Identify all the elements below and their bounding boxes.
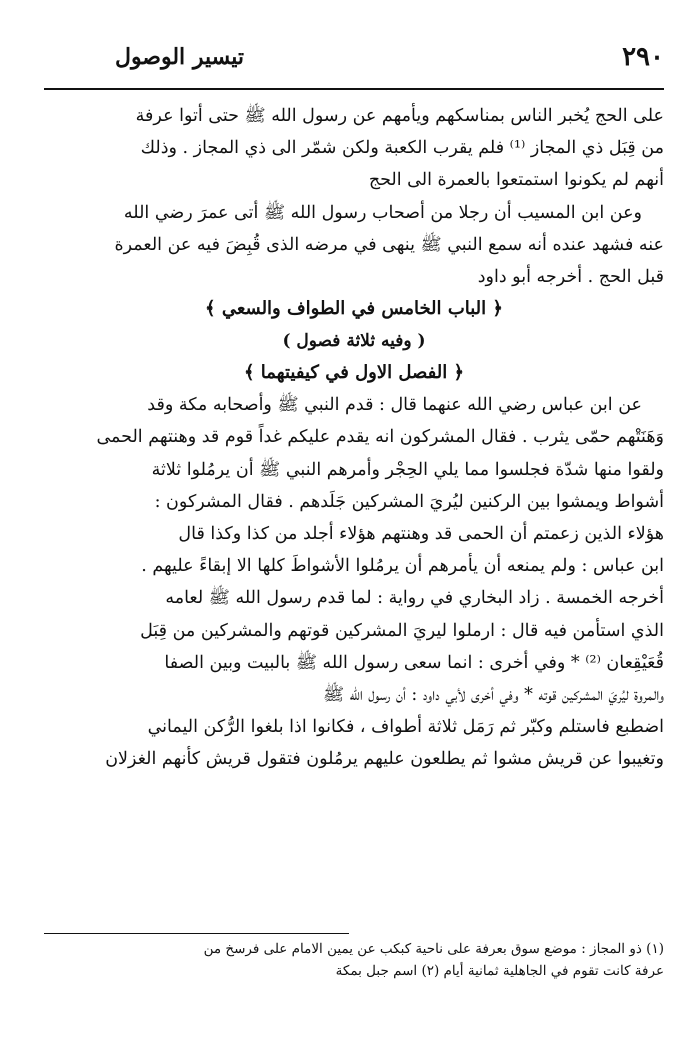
footnotes: [44, 938, 664, 982]
text-line: ولقوا منها شدّة فجلسوا مما يلي الحِجْر وأمرهم النبي ﷺ أن يرمُلوا ثلاثة: [151, 459, 664, 480]
text-line: أشواط ويمشوا بين الركنين ليُريَ المشركين جَلَدهم . فقال المشركون :: [154, 491, 664, 512]
text-line: أخرجه الخمسة . زاد البخاري في رواية : لما قدم رسول الله ﷺ لعامه: [165, 588, 664, 609]
footnote-line: (١) ذو المجاز : موضع سوق بعرفة على ناحية كبكب عن يمين الامام على فرسخ من: [203, 941, 664, 957]
paragraph: [44, 100, 664, 197]
chapter-heading: ﴿ الباب الخامس في الطواف والسعي ﴾: [205, 298, 503, 320]
page-body: [44, 100, 664, 776]
text-line: وَهَنَتْهم حمّى يثرب . فقال المشركون انه يقدم عليكم غداً قوم قد وهنتهم الحمى: [96, 427, 664, 448]
text-line: هؤلاء الذين زعمتم أن الحمى قد وهنتهم هؤلاء أجلد من كذا وكذا قال: [178, 524, 664, 545]
main-paragraph: [44, 389, 664, 775]
text-line: عنه فشهد عنده أنه سمع النبي ﷺ ينهى في مرضه الذى قُبِضَ فيه عن العمرة: [114, 234, 664, 255]
text-line: على الحج يُخبر الناس بمناسكهم ويأمهم عن رسول الله ﷺ حتى أتوا عرفة: [135, 106, 664, 126]
running-title: تيسير الوصول: [114, 44, 244, 70]
footnote-divider: [44, 933, 349, 934]
chapter-subheading: ( وفيه ثلاثة فصول ): [282, 331, 426, 352]
text-line: وعن ابن المسيب أن رجلا من أصحاب رسول الله ﷺ أتى عمرَ رضي الله: [123, 202, 642, 223]
page-header: [44, 30, 664, 90]
page-number: ٢٩٠: [622, 42, 664, 72]
text-line: قبل الحج . أخرجه أبو داود: [477, 267, 664, 288]
text-line: عن ابن عباس رضي الله عنهما قال : قدم النبي ﷺ وأصحابه مكة وقد: [147, 395, 642, 416]
text-line: أنهم لم يكونوا استمتعوا بالعمرة الى الحج: [368, 170, 664, 191]
text-line: وتغيبوا عن قريش مشوا ثم يطلعون عليهم يرمُلون فتقول قريش كأنهم الغزلان: [105, 749, 664, 770]
text-line: من قِبَل ذي المجاز ⁽¹⁾ فلم يقرب الكعبة ولكن شمّر الى ذي المجاز . وذلك: [140, 138, 664, 159]
text-line: الذي استأمن فيه قال : ارملوا ليريَ المشركين قوتهم والمشركين من قِبَل: [140, 620, 664, 641]
text-line: اضطبع فاستلم وكبّر ثم رَمَل ثلاثة أطواف ، فكانوا اذا بلغوا الرُّكن اليماني: [147, 717, 664, 738]
text-line: ابن عباس : ولم يمنعه أن يأمرهم أن يرمُلوا الأشواطَ كلها الا إبقاءً عليهم .: [141, 556, 664, 577]
text-line: والمروة ليُريَ المشركين قوته * وفي أخرى لأبي داود : أن رسول الله ﷺ: [322, 685, 664, 706]
paragraph: [44, 197, 664, 294]
footnote-line: عرفة كانت تقوم في الجاهلية ثمانية أيام (٢) اسم جبل بمكة: [335, 963, 664, 979]
section-heading: ﴿ الفصل الاول في كيفيتهما ﴾: [243, 362, 465, 384]
text-line: قُعَيْقِعان ⁽²⁾ * وفي أخرى : انما سعى رسول الله ﷺ بالبيت وبين الصفا: [164, 652, 664, 673]
book-page: [44, 30, 664, 1030]
